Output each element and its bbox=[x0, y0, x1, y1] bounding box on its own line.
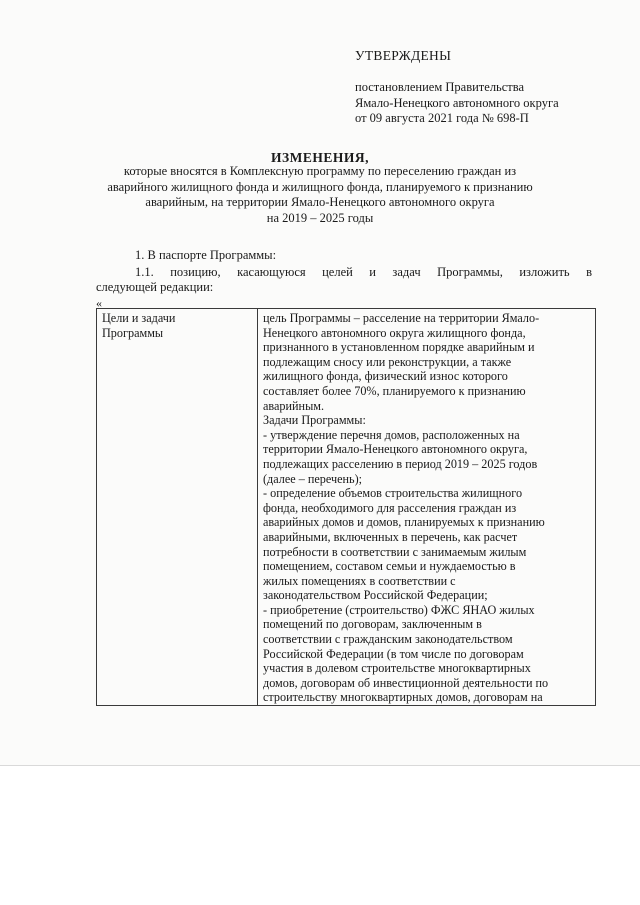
content-line: аварийными, включенных в перечень, как расчет bbox=[263, 529, 518, 544]
decree-line: постановлением Правительства bbox=[355, 80, 525, 94]
content-line: - приобретение (строительство) ФЖС ЯНАО жилых bbox=[263, 602, 535, 617]
content-line: жилищного фонда, физический износ которого bbox=[263, 369, 508, 384]
scan-edge bbox=[0, 765, 640, 766]
decree-line: Ямало-Ненецкого автономного округа bbox=[355, 95, 559, 110]
content-line: территории Ямало-Ненецкого автономного округа, bbox=[263, 442, 528, 457]
label-line: Программы bbox=[102, 325, 164, 340]
label-line: Цели и задачи bbox=[102, 311, 176, 325]
subtitle-line: которые вносятся в Комплексную программу по переселению граждан из bbox=[123, 164, 517, 178]
document-subtitle bbox=[80, 164, 560, 226]
paragraph-1-1 bbox=[96, 265, 592, 295]
content-line: домов, договорам об инвестиционной деятельности по bbox=[263, 675, 549, 690]
subtitle-line: на 2019 – 2025 годы bbox=[266, 210, 374, 225]
content-line: фонда, необходимого для расселения граждан из bbox=[263, 500, 517, 515]
content-line: аварийным. bbox=[263, 398, 325, 413]
content-line: - определение объемов строительства жилищного bbox=[263, 486, 523, 501]
approved-label: УТВЕРЖДЕНЫ bbox=[355, 48, 452, 63]
content-line: составляет более 70%, планируемого к признанию bbox=[263, 383, 526, 398]
decree-line: от 09 августа 2021 года № 698-П bbox=[355, 111, 529, 125]
content-line: Ненецкого автономного округа жилищного фонда, bbox=[263, 325, 526, 340]
content-line: Российской Федерации (в том числе по договорам bbox=[263, 646, 524, 661]
passport-table bbox=[96, 308, 596, 706]
paragraph-line: следующей редакции: bbox=[96, 280, 214, 294]
opening-quote: « bbox=[96, 296, 102, 310]
table-row bbox=[97, 309, 596, 706]
content-line: участия в долевом строительстве многоквартирных bbox=[263, 661, 531, 676]
content-line: признанного в установленном порядке аварийным и bbox=[263, 340, 535, 355]
document-heading: ИЗМЕНЕНИЯ, bbox=[270, 150, 369, 165]
decree-reference bbox=[355, 80, 559, 127]
content-line: соответствии с гражданским законодательством bbox=[263, 632, 513, 647]
content-line: строительству многоквартирных домов, договорам на bbox=[263, 690, 543, 705]
content-line: Задачи Программы: bbox=[263, 413, 366, 428]
content-line: цель Программы – расселение на территории Ямало- bbox=[263, 311, 540, 325]
paragraph-line: 1.1. позицию, касающуюся целей и задач Программы, изложить в bbox=[135, 265, 592, 279]
content-line: - утверждение перечня домов, расположенных на bbox=[263, 427, 520, 442]
paragraph-1: 1. В паспорте Программы: bbox=[135, 248, 277, 262]
content-line: подлежащих расселению в период 2019 – 2025 годов bbox=[263, 456, 538, 471]
content-line: жилых помещениях в соответствии с bbox=[263, 573, 456, 588]
subtitle-line: аварийного жилищного фонда и жилищного фонда, планируемого к признанию bbox=[107, 179, 533, 194]
content-line: помещений по договорам, заключенным в bbox=[263, 617, 482, 632]
content-line: потребности в соответствии с занимаемым жилым bbox=[263, 544, 527, 559]
table-cell-label bbox=[97, 309, 258, 706]
subtitle-line: аварийным, на территории Ямало-Ненецкого автономного округа bbox=[145, 195, 495, 209]
table-cell-content bbox=[258, 309, 596, 706]
content-line: аварийных домов и домов, планируемых к признанию bbox=[263, 515, 545, 530]
content-line: помещением, составом семьи и нуждаемостью в bbox=[263, 559, 516, 574]
content-line: подлежащим сносу или реконструкции, а также bbox=[263, 354, 512, 369]
content-line: (далее – перечень); bbox=[263, 471, 363, 486]
content-line: законодательством Российской Федерации; bbox=[263, 588, 488, 603]
